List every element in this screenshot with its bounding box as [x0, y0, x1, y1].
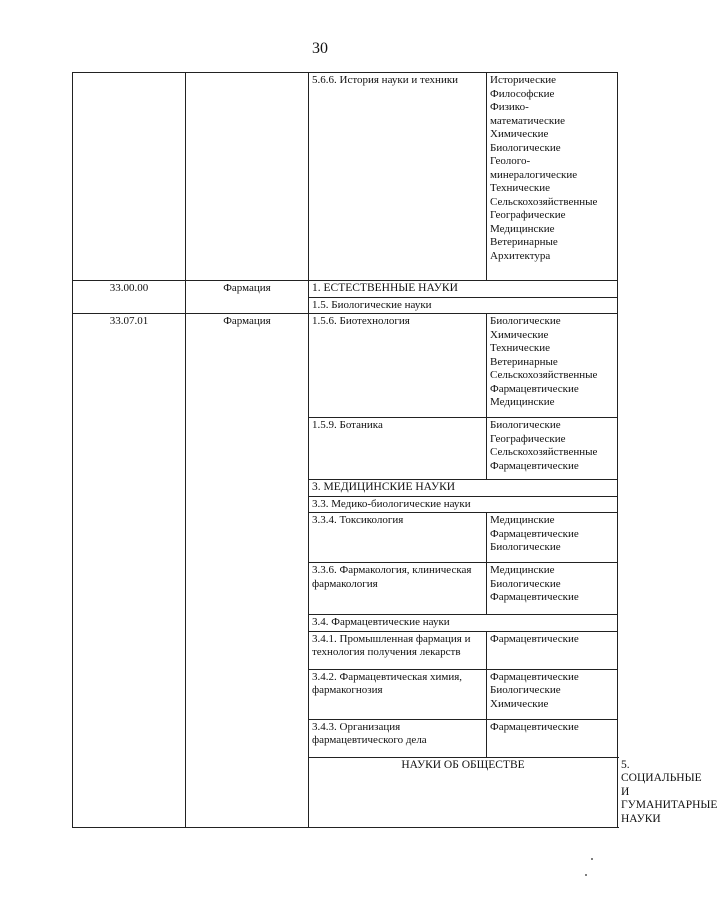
subsection-heading: 1.5. Биологические науки	[309, 297, 618, 314]
branch-item: Медицинские	[490, 222, 555, 235]
branches-cell	[487, 513, 618, 563]
branch-item: Фармацевтические	[490, 459, 579, 472]
branches-list	[490, 564, 614, 605]
branch-item: Медицинские	[490, 514, 555, 526]
branch-item: Фармацевтические	[490, 720, 579, 733]
branches-list	[490, 315, 614, 410]
specialty-cell: 1.5.9. Ботаника	[309, 418, 487, 480]
branches-cell	[487, 563, 618, 615]
branch-item: Исторические	[490, 74, 557, 86]
specialty-cell: 3.4.2. Фармацевтическая химия, фармакогнозия	[309, 669, 487, 719]
specialty-cell: 3.4.3. Организация фармацевтического дела	[309, 719, 487, 757]
branches-cell	[487, 719, 618, 757]
branch-item: Географические	[490, 209, 566, 221]
branch-item: Химические	[490, 697, 549, 710]
branch-item: Медицинские	[490, 396, 555, 408]
branch-item: Биологические	[490, 577, 561, 590]
branch-item: минералогические	[490, 168, 578, 181]
branch-item: Технические	[490, 342, 550, 354]
branch-item: Географические	[490, 432, 566, 445]
scan-speck	[585, 874, 587, 876]
branches-cell	[487, 631, 618, 669]
branches-cell	[487, 669, 618, 719]
branch-item: Технические	[490, 182, 550, 194]
table-row	[73, 281, 618, 298]
branches-cell	[487, 314, 618, 418]
branches-list	[490, 671, 614, 712]
name-cell: Фармация	[186, 281, 309, 314]
table-row	[73, 73, 618, 281]
branches-list	[490, 419, 614, 473]
branches-list	[490, 514, 614, 555]
branch-item: Медицинские	[490, 564, 555, 576]
table-row: НАУКИ ОБ ОБЩЕСТВЕ 5. СОЦИАЛЬНЫЕ И ГУМАНИТАРНЫЕ НАУКИ	[73, 757, 618, 828]
branches-list	[490, 74, 614, 263]
specialty-cell: 5.6.6. История науки и техники	[309, 73, 487, 281]
branch-item: Физико-	[490, 101, 529, 113]
branches-cell	[487, 73, 618, 281]
branch-item: Биологические	[490, 684, 561, 696]
name-cell: Фармация	[186, 314, 309, 828]
branch-item: Архитектура	[490, 249, 551, 262]
branch-item: Химические	[490, 128, 549, 140]
subsection-heading: 3.4. Фармацевтические науки	[309, 615, 618, 632]
specialty-cell: 1.5.6. Биотехнология	[309, 314, 487, 418]
branch-item: Сельскохозяйственные	[490, 446, 598, 458]
section-heading: 1. ЕСТЕСТВЕННЫЕ НАУКИ	[309, 281, 618, 298]
specialty-cell: 3.4.1. Промышленная фармация и технология получения лекарств	[309, 631, 487, 669]
branch-item: Ветеринарные	[490, 236, 558, 248]
branch-item: Биологические	[490, 315, 561, 327]
specialty-cell: 3.3.6. Фармакология, клиническая фармакология	[309, 563, 487, 615]
specialties-table	[72, 72, 717, 828]
subsection-heading: 3.3. Медико-биологические науки	[309, 496, 618, 513]
name-cell	[186, 73, 309, 281]
group-heading: НАУКИ ОБ ОБЩЕСТВЕ	[309, 757, 618, 828]
branches-list	[490, 721, 614, 735]
section-heading: 3. МЕДИЦИНСКИЕ НАУКИ	[309, 480, 618, 497]
branch-item: Биологические	[490, 419, 561, 431]
branch-item: Биологические	[490, 541, 561, 553]
branch-item: Фармацевтические	[490, 591, 579, 603]
branch-item: Фармацевтические	[490, 527, 579, 540]
branch-item: Сельскохозяйственные	[490, 369, 598, 381]
code-cell	[73, 73, 186, 281]
branch-item: Геолого-	[490, 155, 531, 167]
table-row	[73, 314, 618, 418]
branches-cell	[487, 418, 618, 480]
branches-list	[490, 633, 614, 647]
specialty-cell: 3.3.4. Токсикология	[309, 513, 487, 563]
scan-speck	[591, 858, 593, 860]
code-cell: 33.07.01	[73, 314, 186, 828]
branch-item: Фармацевтические	[490, 632, 579, 645]
branch-item: Химические	[490, 328, 549, 341]
branch-item: Ветеринарные	[490, 355, 558, 368]
branch-item: математические	[490, 114, 566, 127]
branch-item: Сельскохозяйственные	[490, 195, 598, 208]
branch-item: Фармацевтические	[490, 382, 579, 395]
branch-item: Фармацевтические	[490, 670, 579, 683]
branch-item: Биологические	[490, 141, 561, 154]
branch-item: Философские	[490, 87, 555, 100]
code-cell: 33.00.00	[73, 281, 186, 314]
page-number: 30	[312, 40, 328, 57]
